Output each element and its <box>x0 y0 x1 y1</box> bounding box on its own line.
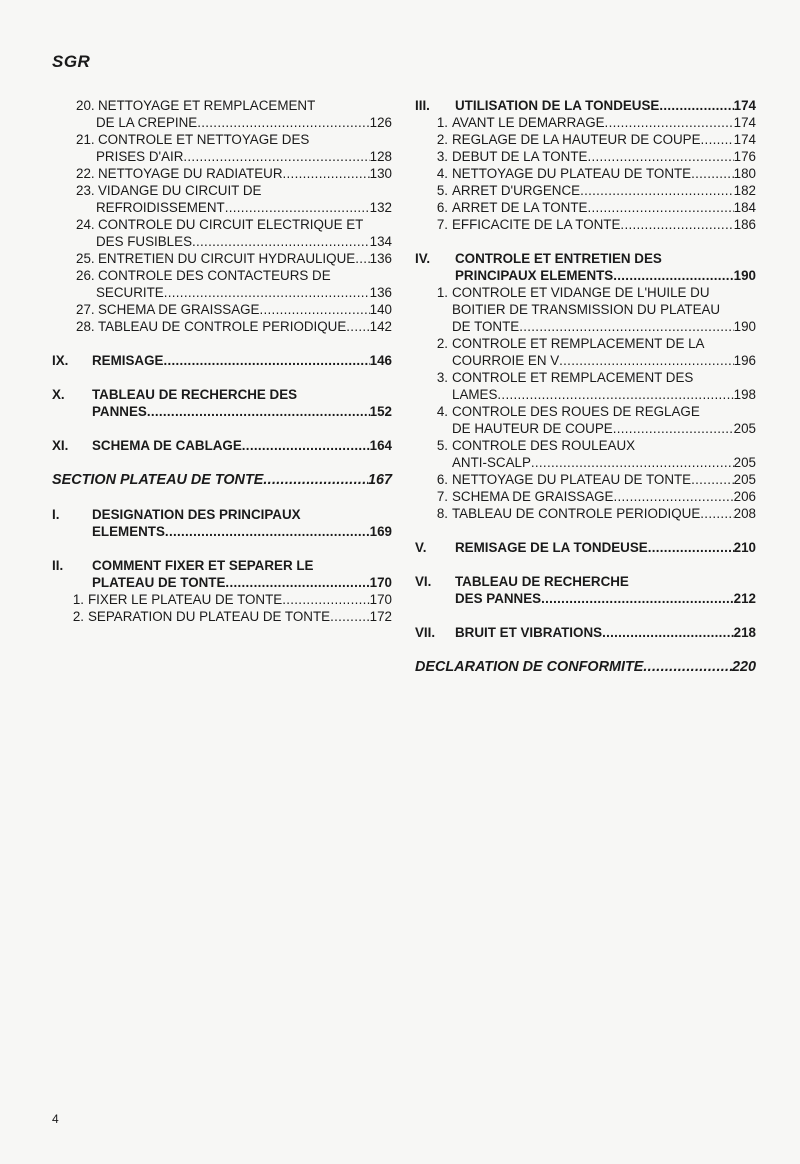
toc-leader-dots <box>192 233 370 250</box>
toc-line <box>415 420 756 437</box>
toc-page-number: 212 <box>733 591 756 606</box>
toc-number: 22. <box>76 166 95 181</box>
toc-leader-dots <box>691 165 734 182</box>
toc-number: 2. <box>436 336 448 351</box>
toc-number: VII. <box>415 625 436 640</box>
toc-title: DEBUT DE LA TONTE <box>452 149 588 164</box>
toc-title: CONTROLE ET REMPLACEMENT DES <box>452 370 694 385</box>
toc-title: COURROIE EN V <box>452 353 560 368</box>
toc-number: 20. <box>76 98 95 113</box>
toc-line <box>415 352 756 369</box>
toc-title: DESIGNATION DES PRINCIPAUX <box>92 507 301 522</box>
toc-line <box>415 216 756 233</box>
page-number: 4 <box>52 1112 59 1126</box>
toc-line <box>52 199 392 216</box>
toc-number: X. <box>52 387 65 402</box>
toc-entry <box>415 437 756 471</box>
toc-leader-dots <box>497 386 733 403</box>
toc-leader-dots <box>165 523 370 540</box>
toc-page-number: 182 <box>733 183 756 198</box>
toc-section <box>52 506 392 540</box>
toc-title: NETTOYAGE DU PLATEAU DE TONTE <box>452 472 692 487</box>
toc-page-number: 220 <box>731 659 756 675</box>
toc-section <box>415 624 756 641</box>
toc-number: 2. <box>436 132 448 147</box>
toc-line <box>52 233 392 250</box>
toc-line <box>52 591 392 608</box>
toc-line <box>415 505 756 522</box>
toc-title: TABLEAU DE CONTROLE PERIODIQUE <box>452 506 701 521</box>
toc-entry <box>415 131 756 148</box>
toc-leader-dots <box>283 165 370 182</box>
toc-page-number: 146 <box>369 353 392 368</box>
toc-page-number: 136 <box>369 251 392 266</box>
toc-leader-dots <box>602 624 734 641</box>
toc-title: PLATEAU DE TONTE <box>92 575 226 590</box>
toc-leader-dots <box>531 454 734 471</box>
toc-line <box>52 97 392 114</box>
toc-title: CONTROLE ET ENTRETIEN DES <box>455 251 662 266</box>
toc-title: ANTI-SCALP <box>452 455 531 470</box>
toc-page-number: 180 <box>733 166 756 181</box>
toc-number: XI. <box>52 438 69 453</box>
toc-line <box>415 165 756 182</box>
toc-entry <box>415 335 756 369</box>
toc-section <box>52 437 392 454</box>
toc-line <box>415 301 756 318</box>
toc-title: AVANT LE DEMARRAGE <box>452 115 605 130</box>
toc-page-number: 174 <box>733 98 756 113</box>
toc-title: VIDANGE DU CIRCUIT DE <box>98 183 262 198</box>
toc-title: TABLEAU DE RECHERCHE <box>455 574 629 589</box>
toc-section <box>52 386 392 420</box>
toc-line <box>52 182 392 199</box>
toc-title: DES PANNES <box>455 591 542 606</box>
toc-title: SCHEMA DE GRAISSAGE <box>452 489 614 504</box>
toc-right-column <box>415 97 756 676</box>
toc-page-number: 170 <box>369 592 392 607</box>
toc-page-number: 128 <box>369 149 392 164</box>
toc-page-number: 198 <box>733 387 756 402</box>
toc-page-number: 190 <box>733 319 756 334</box>
toc-leader-dots <box>163 352 369 369</box>
toc-page-number: 174 <box>733 115 756 130</box>
toc-page-number: 205 <box>733 455 756 470</box>
toc-line <box>52 216 392 233</box>
toc-title: CONTROLE DES CONTACTEURS DE <box>98 268 331 283</box>
toc-section <box>415 250 756 284</box>
toc-line <box>415 471 756 488</box>
toc-leader-dots <box>225 574 369 591</box>
toc-page-number: 142 <box>369 319 392 334</box>
toc-line <box>415 573 756 590</box>
toc-line <box>52 523 392 540</box>
toc-title: ARRET DE LA TONTE <box>452 200 588 215</box>
toc-number: 4. <box>436 166 448 181</box>
toc-line <box>52 114 392 131</box>
toc-page-number: 208 <box>733 506 756 521</box>
toc-title: CONTROLE ET VIDANGE DE L'HUILE DU <box>452 285 710 300</box>
toc-leader-dots <box>259 301 369 318</box>
toc-page-number: 132 <box>369 200 392 215</box>
toc-entry <box>52 216 392 250</box>
toc-line <box>52 352 392 369</box>
toc-leader-dots <box>700 505 733 522</box>
toc-leader-dots <box>242 437 370 454</box>
toc-title: PRINCIPAUX ELEMENTS <box>455 268 614 283</box>
toc-entry <box>415 199 756 216</box>
toc-section <box>52 557 392 591</box>
toc-line <box>52 403 392 420</box>
toc-leader-dots <box>613 420 734 437</box>
toc-line <box>415 624 756 641</box>
toc-page-number: 176 <box>733 149 756 164</box>
toc-line <box>415 369 756 386</box>
toc-title: SECURITE <box>96 285 164 300</box>
toc-number: VI. <box>415 574 432 589</box>
toc-page-number: 136 <box>369 285 392 300</box>
toc-number: IX. <box>52 353 69 368</box>
toc-entry <box>415 488 756 505</box>
toc-number: 7. <box>436 217 448 232</box>
toc-line <box>415 131 756 148</box>
toc-left-list <box>52 97 392 625</box>
toc-leader-dots <box>605 114 734 131</box>
toc-line <box>52 267 392 284</box>
toc-line <box>415 590 756 607</box>
toc-leader-dots <box>519 318 733 335</box>
toc-title: ELEMENTS <box>92 524 165 539</box>
toc-page-number: 210 <box>733 540 756 555</box>
toc-entry <box>52 97 392 131</box>
toc-entry <box>52 301 392 318</box>
toc-leader-dots <box>580 182 734 199</box>
toc-entry <box>52 591 392 608</box>
toc-title: NETTOYAGE DU PLATEAU DE TONTE <box>452 166 692 181</box>
toc-section <box>52 352 392 369</box>
toc-leader-dots <box>659 97 733 114</box>
toc-line <box>415 148 756 165</box>
toc-line <box>52 148 392 165</box>
toc-number: 8. <box>436 506 448 521</box>
toc-entry <box>52 267 392 301</box>
toc-title: EFFICACITE DE LA TONTE <box>452 217 621 232</box>
toc-number: 25. <box>76 251 95 266</box>
toc-declaration <box>415 658 756 676</box>
toc-title: TABLEAU DE RECHERCHE DES <box>92 387 298 402</box>
toc-page-number: 205 <box>733 421 756 436</box>
toc-title: BOITIER DE TRANSMISSION DU PLATEAU <box>452 302 721 317</box>
toc-line <box>415 658 756 676</box>
toc-title: DE TONTE <box>452 319 520 334</box>
toc-title: UTILISATION DE LA TONDEUSE <box>455 98 660 113</box>
toc-leader-dots <box>330 608 370 625</box>
toc-number: 1. <box>436 285 448 300</box>
toc-line <box>52 471 392 489</box>
toc-number: 24. <box>76 217 95 232</box>
toc-section <box>415 573 756 607</box>
toc-leader-dots <box>701 131 734 148</box>
toc-title: REMISAGE <box>92 353 164 368</box>
toc-page-number: 206 <box>733 489 756 504</box>
toc-title: CONTROLE DU CIRCUIT ELECTRIQUE ET <box>98 217 364 232</box>
toc-leader-dots <box>147 403 370 420</box>
toc-title: REFROIDISSEMENT <box>96 200 225 215</box>
toc-number: I. <box>52 507 60 522</box>
toc-entry <box>52 131 392 165</box>
toc-leader-dots <box>225 199 370 216</box>
toc-line <box>52 318 392 335</box>
toc-number: 6. <box>436 200 448 215</box>
toc-title: SCHEMA DE GRAISSAGE <box>98 302 260 317</box>
toc-entry <box>415 471 756 488</box>
toc-entry <box>52 608 392 625</box>
toc-line <box>52 437 392 454</box>
toc-title: PANNES <box>92 404 147 419</box>
toc-page-number: 134 <box>369 234 392 249</box>
toc-title: DECLARATION DE CONFORMITE <box>415 659 644 675</box>
toc-page-number: 169 <box>369 524 392 539</box>
toc-leader-dots <box>643 658 732 676</box>
toc-entry <box>415 182 756 199</box>
toc-entry <box>415 369 756 403</box>
toc-leader-dots <box>164 284 370 301</box>
toc-title: SECTION PLATEAU DE TONTE <box>52 472 264 488</box>
toc-leader-dots <box>620 216 733 233</box>
toc-leader-dots <box>263 471 368 489</box>
toc-entry <box>52 250 392 267</box>
toc-leader-dots <box>559 352 734 369</box>
toc-line <box>52 165 392 182</box>
toc-line <box>415 318 756 335</box>
toc-line <box>415 539 756 556</box>
toc-line <box>52 131 392 148</box>
toc-title: DE HAUTEUR DE COUPE <box>452 421 613 436</box>
toc-entry <box>52 182 392 216</box>
toc-entry <box>52 165 392 182</box>
toc-left-column <box>52 97 392 625</box>
toc-line <box>415 97 756 114</box>
toc-number: 3. <box>436 370 448 385</box>
toc-title: FIXER LE PLATEAU DE TONTE <box>88 592 283 607</box>
toc-title: COMMENT FIXER ET SEPARER LE <box>92 558 314 573</box>
toc-line <box>415 182 756 199</box>
toc-leader-dots <box>282 591 369 608</box>
toc-entry <box>415 505 756 522</box>
toc-number: 23. <box>76 183 95 198</box>
toc-title: BRUIT ET VIBRATIONS <box>455 625 603 640</box>
toc-line <box>415 454 756 471</box>
toc-page-number: 205 <box>733 472 756 487</box>
toc-line <box>415 403 756 420</box>
toc-line <box>52 608 392 625</box>
toc-line <box>415 250 756 267</box>
toc-number: 2. <box>72 609 84 624</box>
toc-line <box>52 284 392 301</box>
toc-page-number: 140 <box>369 302 392 317</box>
toc-line <box>52 574 392 591</box>
toc-page-number: 186 <box>733 217 756 232</box>
toc-number: 4. <box>436 404 448 419</box>
toc-number: 7. <box>436 489 448 504</box>
toc-leader-dots <box>587 148 733 165</box>
toc-line <box>52 557 392 574</box>
toc-line <box>52 250 392 267</box>
toc-right-list <box>415 97 756 676</box>
toc-title: CONTROLE ET NETTOYAGE DES <box>98 132 310 147</box>
toc-leader-dots <box>587 199 733 216</box>
toc-number: 5. <box>436 438 448 453</box>
toc-number: 1. <box>72 592 84 607</box>
toc-title: DE LA CREPINE <box>96 115 198 130</box>
toc-line <box>415 267 756 284</box>
toc-title: ARRET D'URGENCE <box>452 183 581 198</box>
toc-number: 27. <box>76 302 95 317</box>
toc-title: PRISES D'AIR <box>96 149 184 164</box>
toc-page-number: 174 <box>733 132 756 147</box>
toc-leader-dots <box>648 539 734 556</box>
toc-line <box>415 335 756 352</box>
toc-line <box>52 301 392 318</box>
toc-page-number: 190 <box>733 268 756 283</box>
toc-page-number: 218 <box>733 625 756 640</box>
toc-title: LAMES <box>452 387 498 402</box>
toc-title: CONTROLE DES ROUES DE REGLAGE <box>452 404 700 419</box>
toc-number: IV. <box>415 251 431 266</box>
toc-page-number: 126 <box>369 115 392 130</box>
toc-title: TABLEAU DE CONTROLE PERIODIQUE <box>98 319 347 334</box>
toc-title: REMISAGE DE LA TONDEUSE <box>455 540 648 555</box>
toc-leader-dots <box>346 318 369 335</box>
toc-section-plateau <box>52 471 392 489</box>
document-header: SGR <box>52 52 91 71</box>
toc-leader-dots <box>183 148 369 165</box>
toc-section <box>415 539 756 556</box>
toc-number: 21. <box>76 132 95 147</box>
toc-entry <box>415 165 756 182</box>
toc-line <box>415 284 756 301</box>
toc-line <box>415 114 756 131</box>
toc-number: 5. <box>436 183 448 198</box>
toc-page-number: 184 <box>733 200 756 215</box>
toc-entry <box>415 284 756 335</box>
toc-title: NETTOYAGE ET REMPLACEMENT <box>98 98 316 113</box>
toc-title: DES FUSIBLES <box>96 234 192 249</box>
toc-page-number: 167 <box>367 472 392 488</box>
toc-leader-dots <box>613 267 733 284</box>
toc-page-number: 130 <box>369 166 392 181</box>
toc-entry <box>415 148 756 165</box>
toc-line <box>52 386 392 403</box>
toc-entry <box>415 403 756 437</box>
toc-page-number: 172 <box>369 609 392 624</box>
toc-number: 28. <box>76 319 95 334</box>
toc-title: NETTOYAGE DU RADIATEUR <box>98 166 283 181</box>
toc-entry <box>415 114 756 131</box>
toc-line <box>415 437 756 454</box>
toc-number: III. <box>415 98 430 113</box>
toc-line <box>415 488 756 505</box>
toc-number: II. <box>52 558 64 573</box>
toc-line <box>415 199 756 216</box>
toc-number: V. <box>415 540 427 555</box>
toc-leader-dots <box>541 590 734 607</box>
toc-leader-dots <box>613 488 733 505</box>
toc-number: 6. <box>436 472 448 487</box>
toc-title: CONTROLE ET REMPLACEMENT DE LA <box>452 336 705 351</box>
toc-number: 26. <box>76 268 95 283</box>
toc-page-number: 196 <box>733 353 756 368</box>
toc-line <box>52 506 392 523</box>
toc-page-number: 164 <box>369 438 392 453</box>
toc-leader-dots <box>197 114 369 131</box>
toc-title: SEPARATION DU PLATEAU DE TONTE <box>88 609 331 624</box>
toc-section <box>415 97 756 114</box>
toc-entry <box>415 216 756 233</box>
toc-page-number: 152 <box>369 404 392 419</box>
toc-leader-dots <box>691 471 734 488</box>
toc-entry <box>52 318 392 335</box>
toc-title: CONTROLE DES ROULEAUX <box>452 438 636 453</box>
toc-page-number: 170 <box>369 575 392 590</box>
toc-number: 1. <box>436 115 448 130</box>
toc-title: SCHEMA DE CABLAGE <box>92 438 242 453</box>
toc-number: 3. <box>436 149 448 164</box>
toc-line <box>415 386 756 403</box>
toc-leader-dots <box>355 250 369 267</box>
toc-title: REGLAGE DE LA HAUTEUR DE COUPE <box>452 132 701 147</box>
toc-title: ENTRETIEN DU CIRCUIT HYDRAULIQUE <box>98 251 356 266</box>
